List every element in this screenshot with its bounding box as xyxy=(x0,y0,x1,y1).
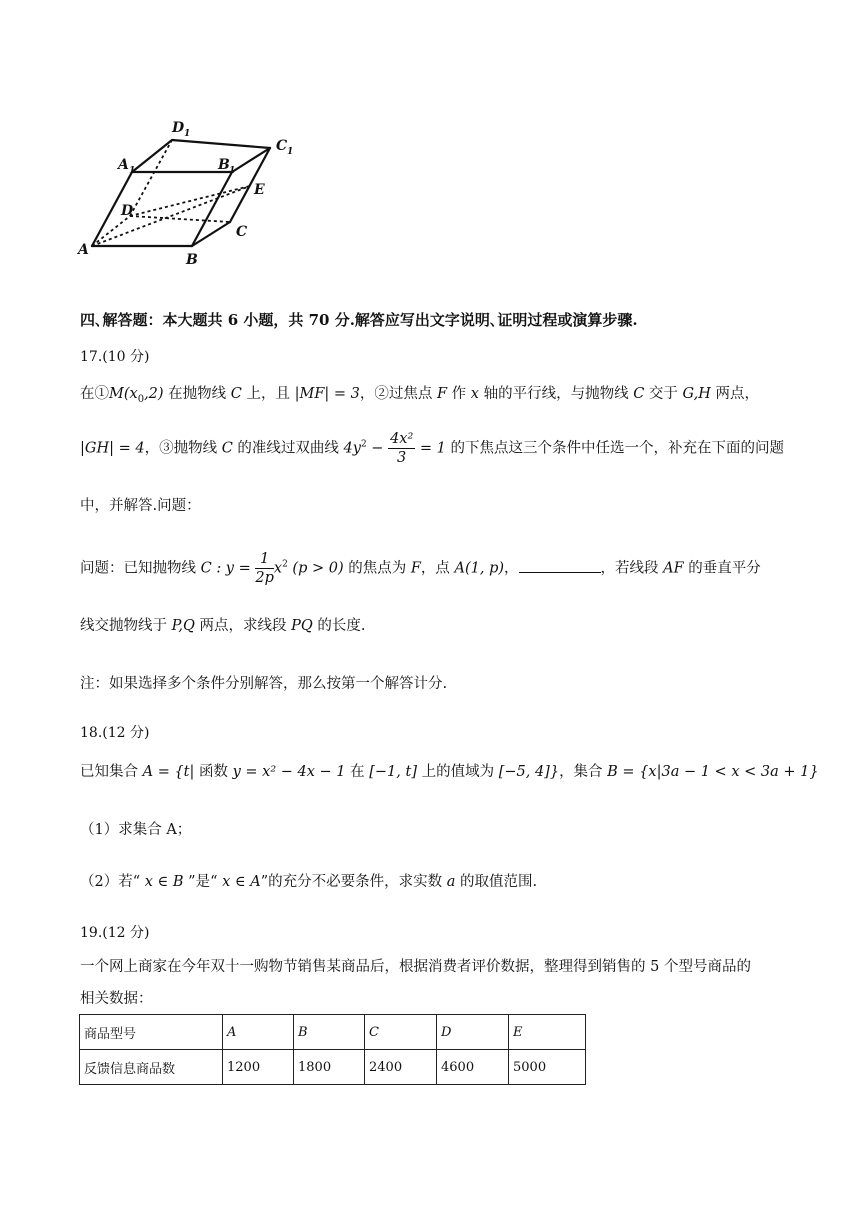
t: 线交抛物线于 xyxy=(80,618,172,634)
m-c: C xyxy=(230,386,242,402)
t: 的取值范围. xyxy=(455,874,538,890)
table-cell: 1200 xyxy=(223,1050,294,1085)
label-d1-sub: 1 xyxy=(184,129,191,139)
t: 的准线过双曲线 xyxy=(232,440,344,457)
t: 交于 xyxy=(644,386,683,402)
q18-line1 xyxy=(80,760,819,781)
t: ，③抛物线 xyxy=(144,440,222,457)
segment-d-e xyxy=(130,186,250,216)
frac-den: 2p xyxy=(255,570,274,586)
m-f: F xyxy=(410,560,421,577)
t: 在① xyxy=(80,386,109,402)
m-hyp: 4y xyxy=(343,440,361,457)
label-a: A xyxy=(78,242,89,258)
t: 的长度. xyxy=(312,618,366,634)
table-cell: 5000 xyxy=(509,1050,586,1085)
table-header-row xyxy=(80,1015,586,1050)
m-af: AF xyxy=(663,560,684,577)
fraction xyxy=(388,430,415,467)
q17-line1 xyxy=(80,382,759,405)
q17-line5 xyxy=(80,614,366,635)
t: ”是“ xyxy=(188,874,218,890)
q18-part1: （1）求集合 A； xyxy=(80,822,192,838)
q19-line1: 一个网上商家在今年双十一购物节销售某商品后，根据消费者评价数据，整理得到销售的 5 个型号商品的 xyxy=(80,959,751,975)
edge-d1-c1 xyxy=(172,140,270,148)
t: ， xyxy=(504,560,519,577)
t: 的下焦点这三个条件中任选一个，补充在下面的问题 xyxy=(445,440,784,457)
label-a1: A xyxy=(118,157,129,173)
q18-number: 18.(12 分) xyxy=(80,725,150,741)
q17-line2 xyxy=(80,430,784,467)
m-c: C xyxy=(221,440,233,457)
m-a: a xyxy=(446,874,456,890)
edge-b-b1 xyxy=(192,172,232,246)
t: 函数 xyxy=(194,764,233,780)
answer-blank xyxy=(519,558,601,573)
segment-a-e xyxy=(92,186,250,246)
frac-num: 4x² xyxy=(390,431,414,447)
edge-d-c xyxy=(130,216,230,222)
t: 在抛物线 xyxy=(163,386,231,402)
table-cell: 2400 xyxy=(365,1050,437,1085)
m-parabola: C : y = xyxy=(200,560,256,577)
table-cell: 4600 xyxy=(437,1050,509,1085)
table-cell: A xyxy=(223,1015,294,1050)
t: ，若线段 xyxy=(600,560,664,577)
t: ，点 xyxy=(420,560,455,577)
m-a: A(1, p) xyxy=(454,560,505,577)
m-range: [−5, 4]} xyxy=(498,764,560,780)
m-eq: = 1 xyxy=(415,440,446,457)
q19-line2: 相关数据： xyxy=(80,991,153,1007)
t: 两点， xyxy=(710,386,759,402)
t: ”的充分不必要条件，求实数 xyxy=(260,874,447,890)
t: 上，且 xyxy=(241,386,295,402)
product-table xyxy=(79,1014,586,1085)
t: 轴的平行线，与抛物线 xyxy=(478,386,634,402)
label-a1-sub: 1 xyxy=(129,166,136,176)
q19-number: 19.(12 分) xyxy=(80,925,150,941)
minus: − xyxy=(366,440,389,457)
m-coord-end: ,2) xyxy=(144,386,164,402)
sup: 2 xyxy=(360,439,367,450)
t: （2）若“ xyxy=(80,874,141,890)
t: 已知集合 xyxy=(80,764,143,780)
t: ，②过焦点 xyxy=(359,386,438,402)
m-fn: y = x² − 4x − 1 xyxy=(232,764,346,780)
m-seta: A = {t| xyxy=(142,764,195,780)
frac-den: 3 xyxy=(397,450,407,466)
t: 作 xyxy=(447,386,471,402)
label-b1-sub: 1 xyxy=(229,166,236,176)
m-gh: G,H xyxy=(682,386,711,402)
t: 上的值域为 xyxy=(416,764,499,780)
label-c: C xyxy=(236,224,248,240)
edge-a-d xyxy=(92,216,130,246)
label-b1: B xyxy=(218,157,230,173)
m-mf: |MF| = 3 xyxy=(294,386,360,402)
m-point: M xyxy=(109,386,124,402)
q17-line3: 中，并解答.问题： xyxy=(80,498,201,514)
m-xa: x ∈ A xyxy=(217,874,261,890)
edge-d-d1 xyxy=(130,140,172,216)
t: 的焦点为 xyxy=(343,560,411,577)
table-cell: E xyxy=(509,1015,586,1050)
m-int: [−1, t] xyxy=(369,764,417,780)
m-gh-len: |GH| = 4 xyxy=(80,440,145,457)
t: 的垂直平分 xyxy=(683,560,761,577)
t: 两点，求线段 xyxy=(194,618,292,634)
sub-zero: 0 xyxy=(137,393,145,405)
fraction xyxy=(255,550,274,587)
parallelepiped-figure xyxy=(74,112,310,268)
edge-a1-d1 xyxy=(132,140,172,172)
table-cell: D xyxy=(437,1015,509,1050)
label-c1-sub: 1 xyxy=(287,147,294,157)
m-x: x xyxy=(470,386,479,402)
section-header: 四､解答题：本大题共 6 小题，共 70 分.解答应写出文字说明､证明过程或演算步骤. xyxy=(80,311,638,329)
table-cell: 反馈信息商品数 xyxy=(80,1050,223,1085)
q17-number: 17.(10 分) xyxy=(80,349,150,365)
m-x: x xyxy=(273,560,283,577)
label-c1: C xyxy=(276,138,288,154)
frac-num: 1 xyxy=(255,550,274,569)
table-cell: 商品型号 xyxy=(80,1015,223,1050)
label-b: B xyxy=(186,252,198,268)
table-cell: C xyxy=(365,1015,437,1050)
m-f: F xyxy=(437,386,448,402)
m-xb: x ∈ B xyxy=(140,874,189,890)
m-setb: B = {x|3a − 1 < x < 3a + 1} xyxy=(607,764,819,780)
m-pq2: PQ xyxy=(291,618,313,634)
label-d: D xyxy=(121,203,134,219)
table-row xyxy=(80,1050,586,1085)
t: ，集合 xyxy=(559,764,608,780)
label-e: E xyxy=(254,182,265,198)
m-c2: C xyxy=(633,386,645,402)
m-pq: P,Q xyxy=(171,618,195,634)
q17-line4 xyxy=(80,550,761,587)
label-d1: D xyxy=(172,120,185,136)
t: 在 xyxy=(345,764,370,780)
table-cell: 1800 xyxy=(294,1050,365,1085)
m-cond: (p > 0) xyxy=(287,560,344,577)
table-cell: B xyxy=(294,1015,365,1050)
m-coord: (x xyxy=(123,386,138,402)
t: 问题：已知抛物线 xyxy=(80,560,201,577)
sup: 2 xyxy=(282,559,288,570)
q17-note: 注：如果选择多个条件分别解答，那么按第一个解答计分. xyxy=(80,676,448,692)
q18-part2 xyxy=(80,870,537,891)
